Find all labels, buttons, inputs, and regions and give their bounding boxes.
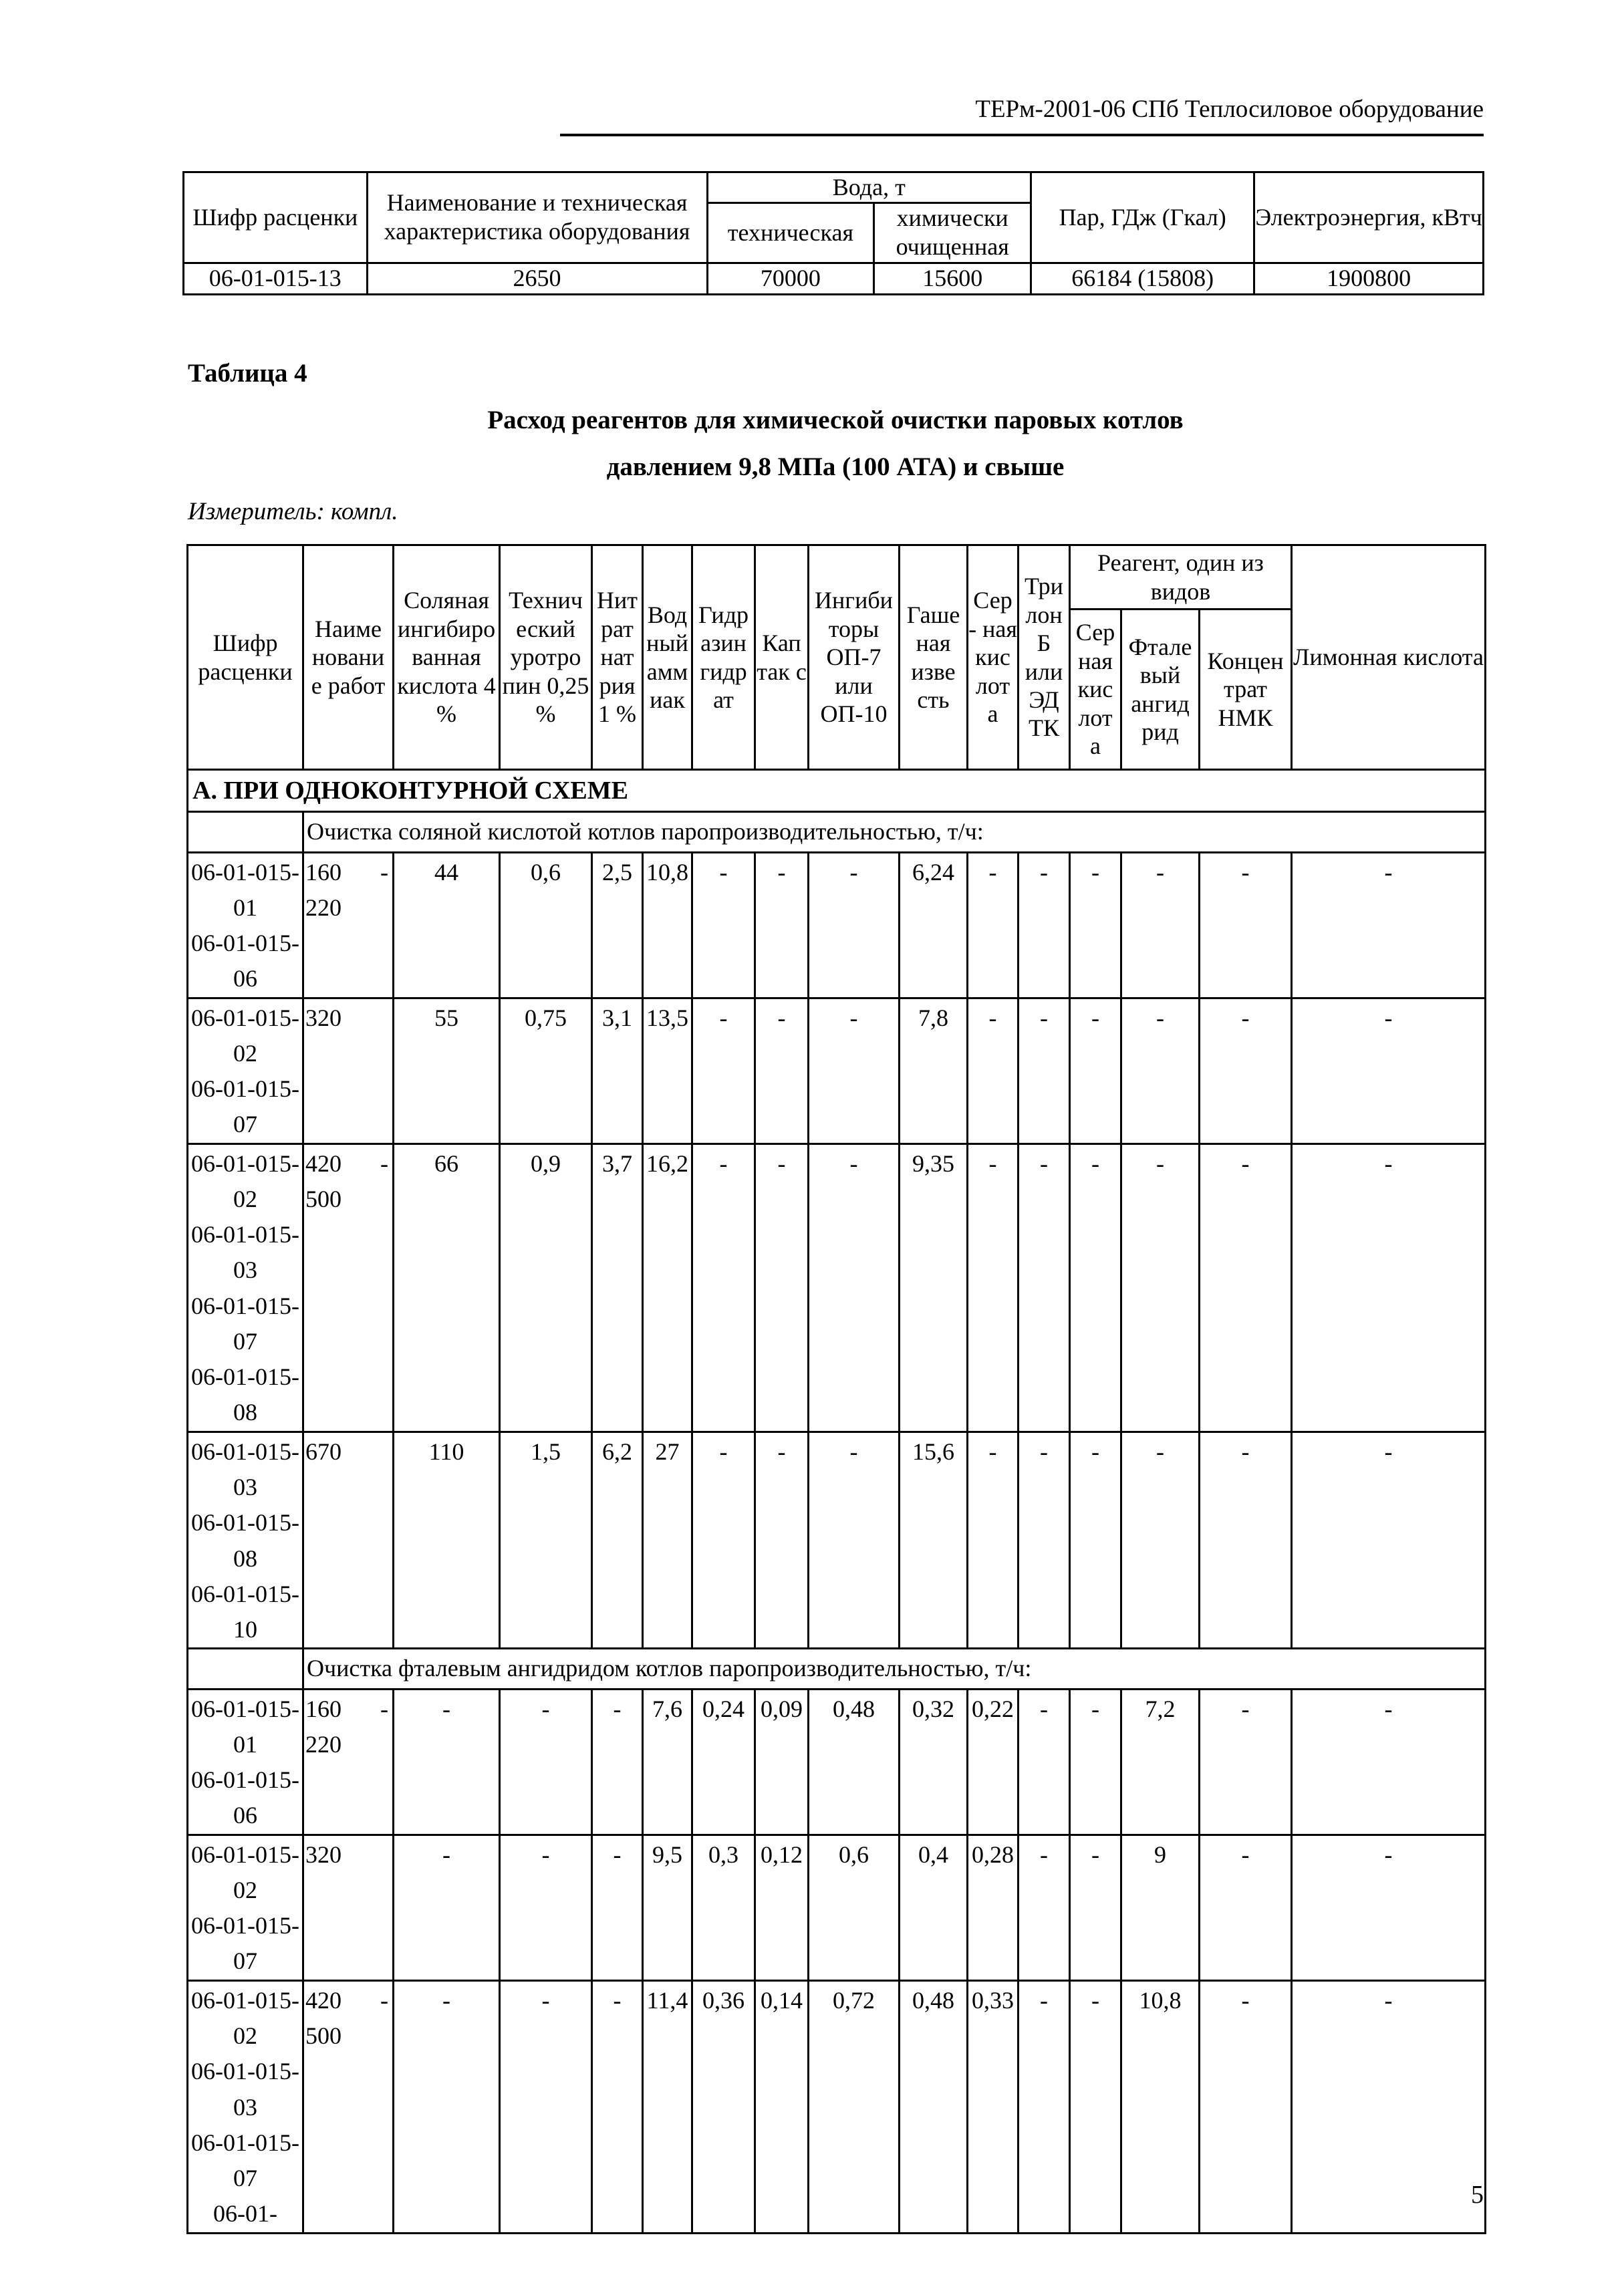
reagent-value: 13,5 bbox=[643, 998, 692, 1144]
rate-code-cell bbox=[188, 852, 303, 998]
t2-header-inhibitors: Ингиби торы ОП-7 или ОП-10 bbox=[809, 545, 900, 770]
reagent-value: - bbox=[1070, 1432, 1121, 1649]
reagent-value: - bbox=[692, 1432, 755, 1649]
rate-code: 06-01-015-01 bbox=[191, 1695, 299, 1758]
reagent-value: 0,9 bbox=[500, 1144, 592, 1432]
header-rule bbox=[560, 134, 1484, 136]
capacity-cell bbox=[303, 1689, 394, 1835]
reagent-value: 0,36 bbox=[692, 1980, 755, 2233]
reagent-value: 0,75 bbox=[500, 998, 592, 1144]
reagent-value: - bbox=[968, 1144, 1019, 1432]
capacity-value: 160 bbox=[305, 858, 342, 886]
t1-header-water-tech: техническая bbox=[707, 203, 874, 263]
reagent-value: 0,4 bbox=[900, 1835, 968, 1980]
reagent-value: 0,72 bbox=[809, 1980, 900, 2233]
reagent-value: - bbox=[1292, 852, 1486, 998]
resources-table bbox=[182, 171, 1484, 295]
section-row bbox=[188, 770, 1486, 812]
reagent-value: 7,2 bbox=[1121, 1689, 1200, 1835]
reagent-value: - bbox=[1292, 998, 1486, 1144]
reagent-value: - bbox=[1121, 998, 1200, 1144]
reagent-value: - bbox=[592, 1689, 643, 1835]
reagent-value: 6,24 bbox=[900, 852, 968, 998]
reagent-value: 9,5 bbox=[643, 1835, 692, 1980]
reagent-value: 10,8 bbox=[1121, 1980, 1200, 2233]
capacity-cell bbox=[303, 1144, 394, 1432]
reagent-value: - bbox=[1200, 1835, 1292, 1980]
reagent-value: - bbox=[755, 1144, 809, 1432]
table-row bbox=[188, 1980, 1486, 2233]
t2-header-r-nmk: Концен трат НМК bbox=[1200, 610, 1292, 770]
reagent-value: - bbox=[809, 1144, 900, 1432]
reagent-value: 9 bbox=[1121, 1835, 1200, 1980]
reagent-value: - bbox=[394, 1689, 500, 1835]
reagent-value: - bbox=[1292, 1144, 1486, 1432]
table-row bbox=[188, 1432, 1486, 1649]
page-number: 5 bbox=[1471, 2181, 1484, 2209]
reagent-value: - bbox=[500, 1980, 592, 2233]
t2-header-r-sulfuric: Сер ная кис лот а bbox=[1070, 610, 1121, 770]
reagent-value: 11,4 bbox=[643, 1980, 692, 2233]
rate-code: 06-01-015-07 bbox=[191, 1912, 299, 1975]
reagent-value: - bbox=[1070, 1144, 1121, 1432]
capacity-value: 420 bbox=[305, 1150, 342, 1177]
capacity-dash: - bbox=[380, 1695, 388, 1722]
reagent-value: 0,6 bbox=[809, 1835, 900, 1980]
reagent-value: - bbox=[1200, 998, 1292, 1144]
reagent-value: 0,09 bbox=[755, 1689, 809, 1835]
t2-header-trilon: Три лон Б или ЭД ТК bbox=[1019, 545, 1070, 770]
rate-code: 06-01-015-07 bbox=[191, 2129, 299, 2192]
rate-code: 06-01-015-02 bbox=[191, 1004, 299, 1067]
t2-header-r-phthalic: Фтале вый ангид рид bbox=[1121, 610, 1200, 770]
table-number: Таблица 4 bbox=[188, 359, 307, 388]
reagent-value: 9,35 bbox=[900, 1144, 968, 1432]
table-row bbox=[188, 998, 1486, 1144]
capacity-value: 500 bbox=[305, 1185, 342, 1212]
rate-code: 06-01-015-06 bbox=[191, 1766, 299, 1829]
rate-code: 06-01-015-02 bbox=[191, 1841, 299, 1903]
reagent-value: - bbox=[692, 852, 755, 998]
subsection-title: Очистка соляной кислотой котлов паропроизводительностью, т/ч: bbox=[303, 812, 1486, 852]
reagent-value: - bbox=[592, 1980, 643, 2233]
reagent-value: 15,6 bbox=[900, 1432, 968, 1649]
reagent-value: 110 bbox=[394, 1432, 500, 1649]
reagent-value: 3,7 bbox=[592, 1144, 643, 1432]
reagent-value: 0,32 bbox=[900, 1689, 968, 1835]
capacity-value: 500 bbox=[305, 2022, 342, 2049]
reagent-value: 0,48 bbox=[900, 1980, 968, 2233]
reagent-value: - bbox=[755, 998, 809, 1144]
reagent-value: - bbox=[1070, 852, 1121, 998]
reagent-value: 7,8 bbox=[900, 998, 968, 1144]
capacity-dash: - bbox=[380, 858, 388, 886]
reagent-value: - bbox=[1292, 1835, 1486, 1980]
reagent-value: - bbox=[692, 998, 755, 1144]
rate-code: 06-01-015-02 bbox=[191, 1150, 299, 1212]
capacity-dash: - bbox=[380, 1986, 388, 2014]
reagent-value: - bbox=[1200, 1980, 1292, 2233]
rate-code: 06-01-015-01 bbox=[191, 858, 299, 921]
reagent-value: 0,3 bbox=[692, 1835, 755, 1980]
reagent-value: - bbox=[1121, 1432, 1200, 1649]
reagent-value: - bbox=[755, 1432, 809, 1649]
reagent-value: - bbox=[968, 998, 1019, 1144]
reagent-value: - bbox=[1019, 1980, 1070, 2233]
subsection-row bbox=[188, 812, 1486, 852]
capacity-value: 160 bbox=[305, 1695, 342, 1722]
reagent-value: - bbox=[394, 1835, 500, 1980]
reagent-value: - bbox=[692, 1144, 755, 1432]
reagent-value: - bbox=[1200, 1432, 1292, 1649]
capacity-cell bbox=[303, 1432, 394, 1649]
t2-header-urotropin: Технич еский уротро пин 0,25 % bbox=[500, 545, 592, 770]
reagent-value: 6,2 bbox=[592, 1432, 643, 1649]
reagent-value: - bbox=[755, 852, 809, 998]
reagent-value: 16,2 bbox=[643, 1144, 692, 1432]
rate-code: 06-01-015-03 bbox=[191, 1221, 299, 1284]
reagents-table bbox=[186, 544, 1486, 2234]
reagent-value: 10,8 bbox=[643, 852, 692, 998]
reagent-value: - bbox=[1019, 1432, 1070, 1649]
reagent-value: - bbox=[1292, 1432, 1486, 1649]
reagent-value: - bbox=[1019, 998, 1070, 1144]
reagent-value: 0,6 bbox=[500, 852, 592, 998]
reagent-value: - bbox=[809, 998, 900, 1144]
capacity-value: 220 bbox=[305, 894, 342, 921]
reagent-value: 7,6 bbox=[643, 1689, 692, 1835]
rate-code-cell bbox=[188, 998, 303, 1144]
reagent-value: - bbox=[1292, 1980, 1486, 2233]
rate-code: 06-01-015-03 bbox=[191, 2058, 299, 2121]
t2-header-citric: Лимонная кислота bbox=[1292, 545, 1486, 770]
reagent-value: - bbox=[1070, 998, 1121, 1144]
rate-code: 06-01- bbox=[213, 2200, 277, 2228]
rate-code: 06-01-015-08 bbox=[191, 1509, 299, 1572]
reagent-value: - bbox=[1070, 1835, 1121, 1980]
reagent-value: 2,5 bbox=[592, 852, 643, 998]
t2-header-hcl: Соляная ингибиро ванная кислота 4 % bbox=[394, 545, 500, 770]
t2-header-captax: Кап так с bbox=[755, 545, 809, 770]
t2-header-name: Наиме новани е работ bbox=[303, 545, 394, 770]
capacity-cell bbox=[303, 852, 394, 998]
capacity-cell bbox=[303, 1835, 394, 1980]
table-row bbox=[188, 1689, 1486, 1835]
t1-header-steam: Пар, ГДж (Гкал) bbox=[1031, 172, 1254, 263]
t1-cell: 15600 bbox=[874, 263, 1031, 294]
rate-code: 06-01-015-07 bbox=[191, 1075, 299, 1138]
reagent-value: 66 bbox=[394, 1144, 500, 1432]
section-title: А. ПРИ ОДНОКОНТУРНОЙ СХЕМЕ bbox=[188, 770, 1486, 812]
capacity-value: 420 bbox=[305, 1986, 342, 2014]
reagent-value: 0,48 bbox=[809, 1689, 900, 1835]
reagent-value: 0,14 bbox=[755, 1980, 809, 2233]
reagent-value: - bbox=[809, 1432, 900, 1649]
table-row bbox=[184, 263, 1484, 294]
reagent-value: 0,22 bbox=[968, 1689, 1019, 1835]
reagent-value: - bbox=[968, 1432, 1019, 1649]
reagent-value: 0,33 bbox=[968, 1980, 1019, 2233]
capacity-dash: - bbox=[380, 1150, 388, 1177]
rate-code: 06-01-015-02 bbox=[191, 1986, 299, 2049]
reagent-value: 55 bbox=[394, 998, 500, 1144]
reagent-value: 3,1 bbox=[592, 998, 643, 1144]
capacity-cell bbox=[303, 1980, 394, 2233]
capacity-value: 220 bbox=[305, 1730, 342, 1758]
reagent-value: - bbox=[809, 852, 900, 998]
reagent-value: - bbox=[592, 1835, 643, 1980]
t2-header-nitrate: Нит рат нат рия 1 % bbox=[592, 545, 643, 770]
reagent-value: - bbox=[1019, 1144, 1070, 1432]
t1-cell: 70000 bbox=[707, 263, 874, 294]
t1-cell: 1900800 bbox=[1254, 263, 1484, 294]
reagent-value: - bbox=[1019, 852, 1070, 998]
capacity-cell bbox=[303, 998, 394, 1144]
rate-code-cell bbox=[188, 1980, 303, 2233]
reagent-value: - bbox=[500, 1835, 592, 1980]
reagent-value: 1,5 bbox=[500, 1432, 592, 1649]
rate-code-cell bbox=[188, 1835, 303, 1980]
rate-code: 06-01-015-03 bbox=[191, 1438, 299, 1501]
t2-header-ammonia: Вод ный амм иак bbox=[643, 545, 692, 770]
table-row bbox=[188, 1144, 1486, 1432]
reagent-value: - bbox=[1200, 1689, 1292, 1835]
capacity-value: 320 bbox=[305, 1841, 342, 1868]
reagent-value: - bbox=[1121, 1144, 1200, 1432]
reagent-value: - bbox=[1121, 852, 1200, 998]
t2-header-lime: Гаше ная изве сть bbox=[900, 545, 968, 770]
t1-cell: 06-01-015-13 bbox=[184, 263, 368, 294]
reagent-value: 44 bbox=[394, 852, 500, 998]
t1-header-power: Электроэнергия, кВтч bbox=[1254, 172, 1484, 263]
rate-code-cell bbox=[188, 1689, 303, 1835]
t1-cell: 2650 bbox=[367, 263, 707, 294]
table-row bbox=[188, 852, 1486, 998]
reagent-value: - bbox=[394, 1980, 500, 2233]
reagent-value: 0,12 bbox=[755, 1835, 809, 1980]
t2-header-code: Шифр расценки bbox=[188, 545, 303, 770]
t1-cell: 66184 (15808) bbox=[1031, 263, 1254, 294]
rate-code-cell bbox=[188, 1432, 303, 1649]
reagent-value: - bbox=[1019, 1835, 1070, 1980]
rate-code: 06-01-015-08 bbox=[191, 1363, 299, 1426]
reagent-value: - bbox=[968, 852, 1019, 998]
reagent-value: - bbox=[1292, 1689, 1486, 1835]
reagent-value: 0,28 bbox=[968, 1835, 1019, 1980]
reagent-value: - bbox=[500, 1689, 592, 1835]
reagent-value: - bbox=[1200, 1144, 1292, 1432]
reagent-value: 27 bbox=[643, 1432, 692, 1649]
measure-unit: Измеритель: компл. bbox=[188, 498, 398, 525]
reagent-value: - bbox=[1019, 1689, 1070, 1835]
t2-header-hydrazine: Гидр азин гидр ат bbox=[692, 545, 755, 770]
reagent-value: 0,24 bbox=[692, 1689, 755, 1835]
capacity-value: 320 bbox=[305, 1004, 342, 1031]
rate-code: 06-01-015-10 bbox=[191, 1580, 299, 1643]
subsection-empty-cell bbox=[188, 1649, 303, 1689]
table-caption-line2: давлением 9,8 МПа (100 АТА) и свыше bbox=[606, 452, 1065, 481]
reagent-value: - bbox=[1070, 1980, 1121, 2233]
reagent-value: - bbox=[1200, 852, 1292, 998]
t2-header-sulfuric: Сер - ная кис лот а bbox=[968, 545, 1019, 770]
t2-header-reagent-group: Реагент, один из видов bbox=[1070, 545, 1292, 610]
t1-header-name: Наименование и техническая характеристика оборудования bbox=[367, 172, 707, 263]
subsection-empty-cell bbox=[188, 812, 303, 852]
rate-code: 06-01-015-06 bbox=[191, 930, 299, 992]
table-row bbox=[188, 1835, 1486, 1980]
subsection-row bbox=[188, 1649, 1486, 1689]
capacity-value: 670 bbox=[305, 1438, 342, 1465]
t1-header-code: Шифр расценки bbox=[184, 172, 368, 263]
rate-code: 06-01-015-07 bbox=[191, 1292, 299, 1355]
rate-code-cell bbox=[188, 1144, 303, 1432]
table-caption-line1: Расход реагентов для химической очистки паровых котлов bbox=[487, 406, 1184, 434]
running-title: ТЕРм-2001-06 СПб Теплосиловое оборудование bbox=[975, 96, 1484, 123]
subsection-title: Очистка фталевым ангидридом котлов паропроизводительностью, т/ч: bbox=[303, 1649, 1486, 1689]
t1-header-water: Вода, т bbox=[707, 172, 1031, 203]
t1-header-water-chem: химически очищенная bbox=[874, 203, 1031, 263]
reagent-value: - bbox=[1070, 1689, 1121, 1835]
